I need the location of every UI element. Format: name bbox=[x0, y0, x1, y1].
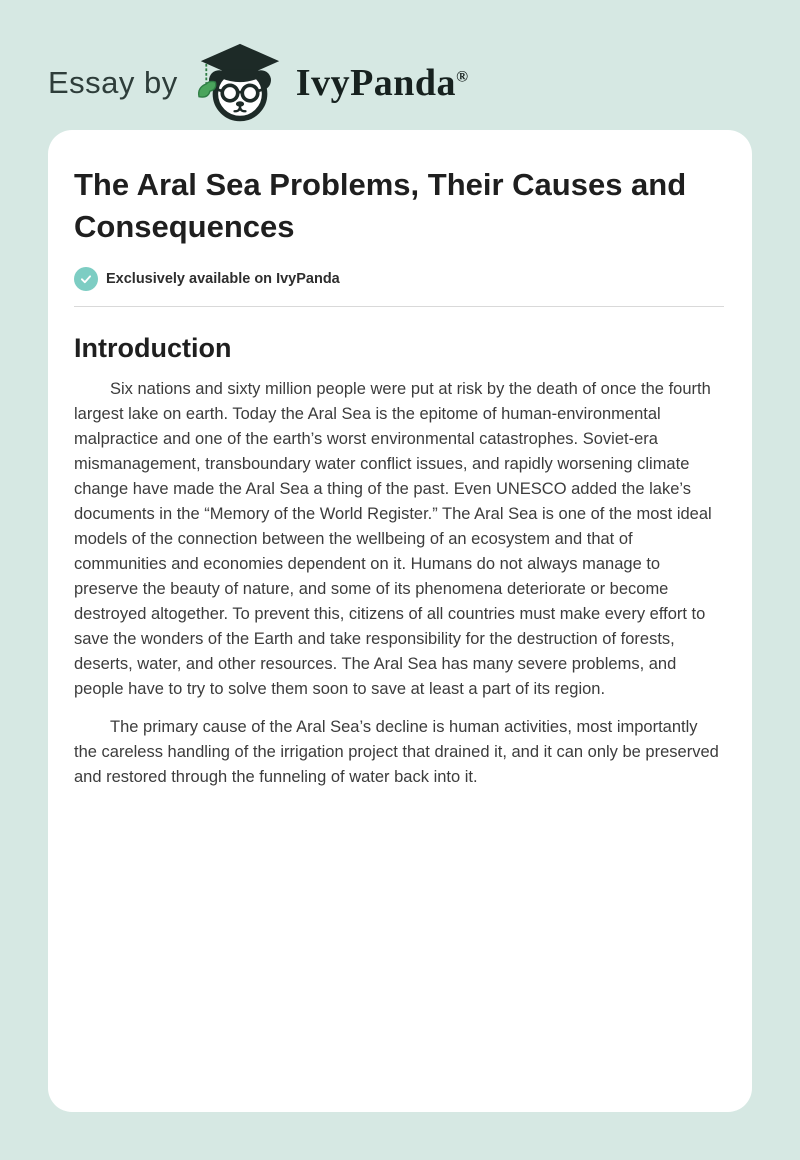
ivypanda-panda-logo-icon bbox=[194, 42, 286, 124]
registered-trademark-symbol: ® bbox=[456, 68, 469, 86]
essay-by-label: Essay by bbox=[48, 65, 178, 100]
section-body bbox=[74, 377, 724, 790]
essay-card bbox=[48, 130, 752, 1112]
availability-badge bbox=[74, 267, 724, 291]
section-heading-introduction: Introduction bbox=[74, 333, 232, 363]
paragraph: The primary cause of the Aral Sea’s decline is human activities, most importantly the careless handling of the irrigation project that drained it, and it can only be preserved and restored through the funneling of water back into it. bbox=[74, 718, 719, 786]
essay-title: The Aral Sea Problems, Their Causes and Consequences bbox=[74, 167, 687, 244]
header bbox=[0, 0, 800, 130]
check-icon bbox=[74, 267, 98, 291]
brand-name: IvyPanda bbox=[295, 62, 457, 104]
paragraph: Six nations and sixty million people were put at risk by the death of once the fourth largest lake on earth. Today the Aral Sea is the epitome of human-environmental malpractice and one of the earth’s worst environmental catastrophes. Soviet-era mismanagement, transboundary water conflict issues, and rapidly worsening climate change have made the Aral Sea a thing of the past. Even UNESCO added the lake’s documents in the “Memory of the World Register.” The Aral Sea is one of the most ideal models of the connection between the wellbeing of an ecosystem and that of communities and economies dependent on it. Humans do not always manage to preserve the beauty of nature, and some of its phenomena deteriorate or become destroyed altogether. To prevent this, citizens of all countries must make every effort to save the wonders of the Earth and take responsibility for the destruction of forests, deserts, water, and other resources. The Aral Sea has many severe problems, and people have to try to solve them soon to save at least a part of its region. bbox=[74, 380, 712, 698]
divider bbox=[74, 306, 724, 307]
brand-wordmark bbox=[296, 61, 469, 105]
availability-label: Exclusively available on IvyPanda bbox=[106, 271, 340, 287]
